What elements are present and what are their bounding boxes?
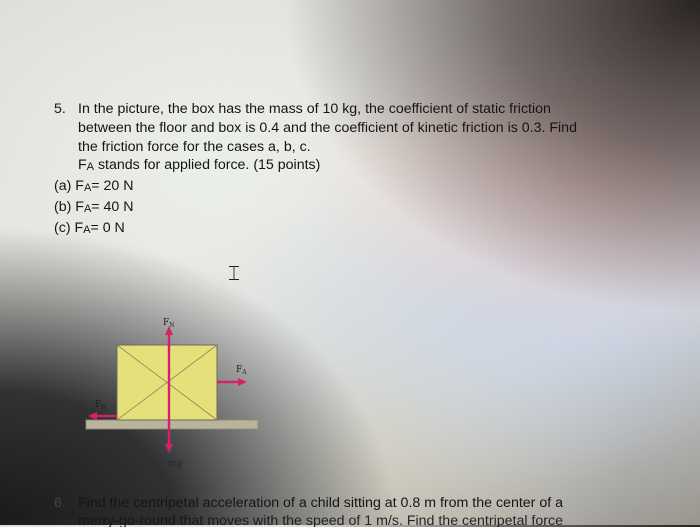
- ffr-label: $F_{fr}$: [95, 400, 107, 411]
- problem-line-3: the friction force for the cases a, b, c.: [78, 138, 311, 155]
- problem-text-1: In the picture, the box has the mass of 10 kg, the coefficient of static friction: [78, 101, 551, 117]
- case-c-sub: A: [83, 223, 91, 236]
- case-b: [54, 198, 654, 219]
- problem-number: 5.: [54, 101, 66, 117]
- fn-label: $F_N$: [163, 318, 175, 329]
- problem-line-1: [54, 100, 654, 119]
- free-body-diagram: [80, 310, 270, 480]
- friction-arrowhead: [88, 412, 97, 420]
- case-c-value: = 0 N: [90, 219, 125, 236]
- case-a-label: (a) F: [54, 178, 84, 195]
- floor: [86, 420, 258, 429]
- mg-label: mg: [168, 459, 183, 469]
- case-b-label: (b) F: [54, 198, 84, 215]
- problem-6-number: 6.: [54, 495, 66, 511]
- problem-line-2: between the floor and box is 0.4 and the coefficient of kinetic friction is 0.3. Find: [78, 119, 577, 136]
- case-c: [54, 219, 654, 240]
- problem-5: [54, 100, 654, 240]
- problem-6: [54, 494, 694, 513]
- case-c-label: (c) F: [54, 219, 84, 236]
- case-a: [54, 177, 654, 198]
- weight-arrowhead: [165, 444, 173, 453]
- case-b-value: = 40 N: [91, 198, 134, 215]
- text-cursor-icon: ⌶: [228, 261, 240, 285]
- case-a-sub: A: [83, 182, 92, 195]
- fa-subscript: A: [86, 161, 95, 174]
- fa-label: $F_A$: [236, 365, 247, 376]
- applied-force-arrowhead: [238, 378, 247, 386]
- fa-definition: stands for applied force. (15 points): [94, 157, 321, 174]
- problem-6-line-1: Find the centripetal acceleration of a child sitting at 0.8 m from the center of a: [78, 495, 563, 511]
- fa-symbol: F: [78, 157, 87, 174]
- problem-line-4: [54, 156, 654, 177]
- problem-6-line-2-text: merry-go-round that moves with the speed of 1 m/s. Find the centripetal force: [78, 513, 563, 527]
- case-a-value: = 20 N: [91, 178, 134, 195]
- case-b-sub: A: [83, 202, 92, 215]
